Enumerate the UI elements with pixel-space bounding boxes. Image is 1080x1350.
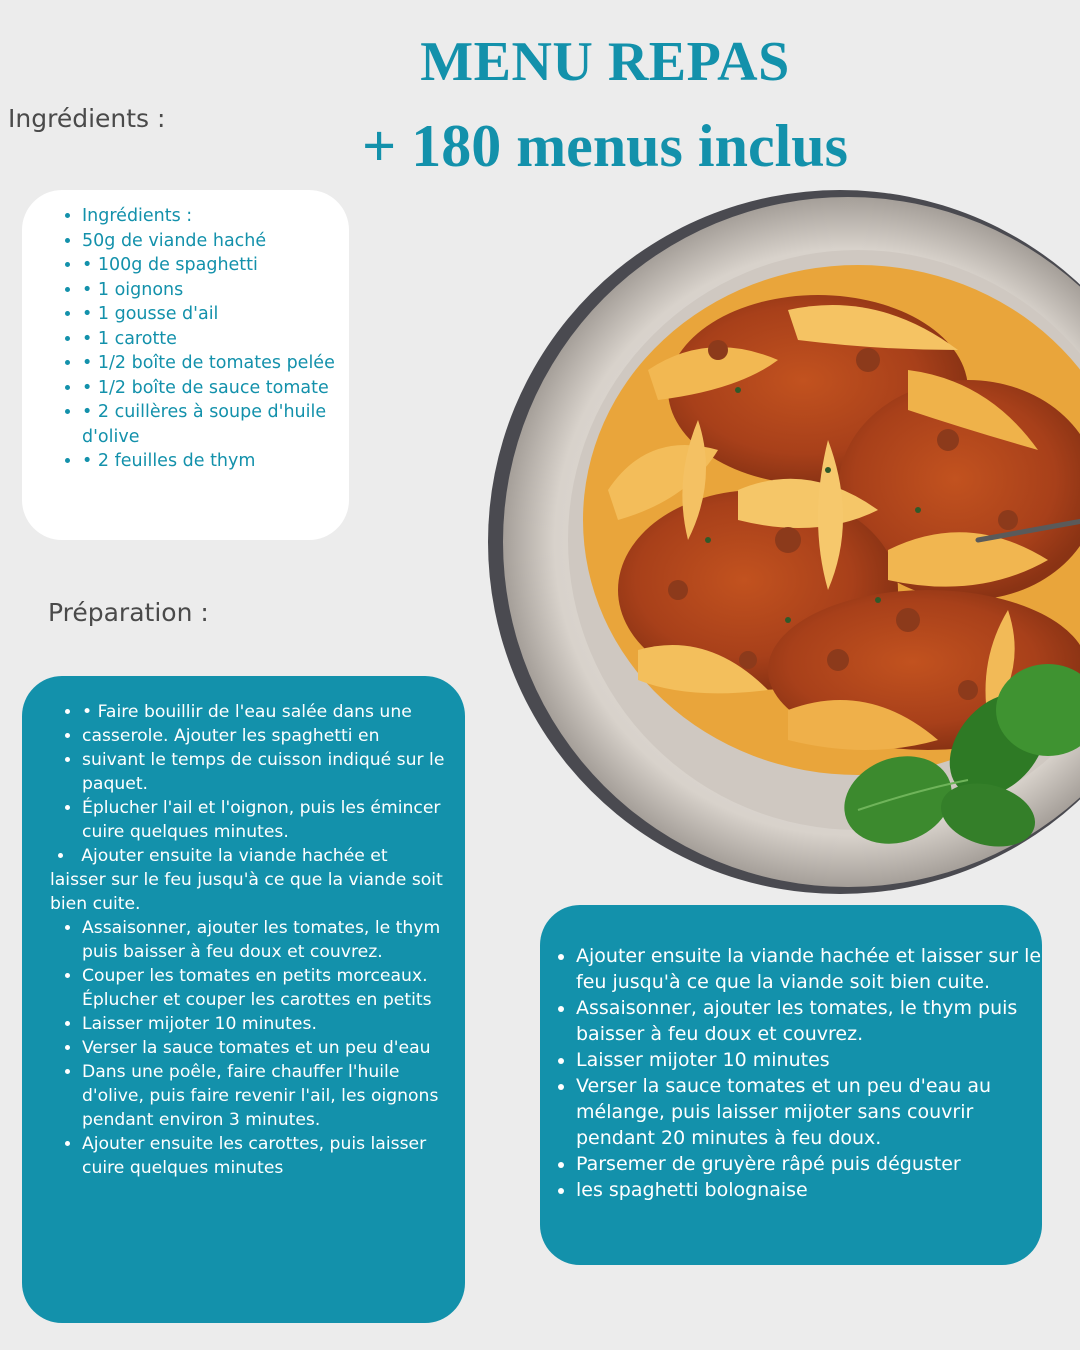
preparation-card (22, 676, 465, 1323)
list-item: • • 1 gousse d'ail (82, 302, 349, 327)
list-item: • Dans une poêle, faire chauffer l'huile d'olive, puis faire revenir l'ail, les oignons pendant environ 3 minutes. (82, 1060, 465, 1132)
ingredients-heading: Ingrédients : (8, 104, 166, 133)
list-item: • Verser la sauce tomates et un peu d'eau au mélange, puis laisser mijoter sans couvrir pendant 20 minutes à feu doux. (576, 1073, 1042, 1151)
list-item: • • 2 feuilles de thym (82, 449, 349, 474)
page-subtitle: + 180 menus inclus (362, 113, 848, 179)
list-item: • • 1/2 boîte de tomates pelée (82, 351, 349, 376)
list-item: • Laisser mijoter 10 minutes (576, 1047, 1042, 1073)
list-item: • • 100g de spaghetti (82, 253, 349, 278)
steps-card (540, 905, 1042, 1265)
list-item: • suivant le temps de cuisson indiqué sur le paquet. (82, 748, 465, 796)
ingredients-list (22, 190, 349, 474)
ingredients-card (22, 190, 349, 540)
list-item: • • 1 oignons (82, 278, 349, 303)
list-item: • Parsemer de gruyère râpé puis déguster (576, 1151, 1042, 1177)
list-item: • Ajouter ensuite la viande hachée et laisser sur le feu jusqu'à ce que la viande soit bien cuite. (576, 943, 1042, 995)
page-title: MENU REPAS (420, 31, 790, 93)
preparation-list (22, 676, 465, 1180)
list-item: • Verser la sauce tomates et un peu d'eau (82, 1036, 465, 1060)
list-item: • • 1 carotte (82, 327, 349, 352)
list-item: • Assaisonner, ajouter les tomates, le thym puis baisser à feu doux et couvrez. (576, 995, 1042, 1047)
list-item: laisser sur le feu jusqu'à ce que la viande soit bien cuite. (50, 870, 443, 914)
list-item: • Éplucher l'ail et l'oignon, puis les émincer cuire quelques minutes. (82, 796, 465, 844)
steps-list (540, 905, 1042, 1203)
list-item: • Assaisonner, ajouter les tomates, le thym puis baisser à feu doux et couvrez. (82, 916, 465, 964)
list-item: • Ingrédients : (82, 204, 349, 229)
list-item: • Ajouter ensuite les carottes, puis laisser cuire quelques minutes (82, 1132, 465, 1180)
list-item: • 50g de viande haché (82, 229, 349, 254)
list-item: • Couper les tomates en petits morceaux. Éplucher et couper les carottes en petits (82, 964, 465, 1012)
preparation-heading: Préparation : (48, 598, 209, 627)
list-item: • • Faire bouillir de l'eau salée dans une (82, 700, 465, 724)
list-item: • les spaghetti bolognaise (576, 1177, 1042, 1203)
pasta-bowl-photo (488, 190, 1080, 910)
list-item: • Laisser mijoter 10 minutes. (82, 1012, 465, 1036)
list-item: • • 1/2 boîte de sauce tomate (82, 376, 349, 401)
list-item: • • 2 cuillères à soupe d'huile d'olive (82, 400, 349, 449)
list-item: • casserole. Ajouter les spaghetti en (82, 724, 465, 748)
list-item: • Ajouter ensuite la viande hachée et (58, 844, 465, 868)
